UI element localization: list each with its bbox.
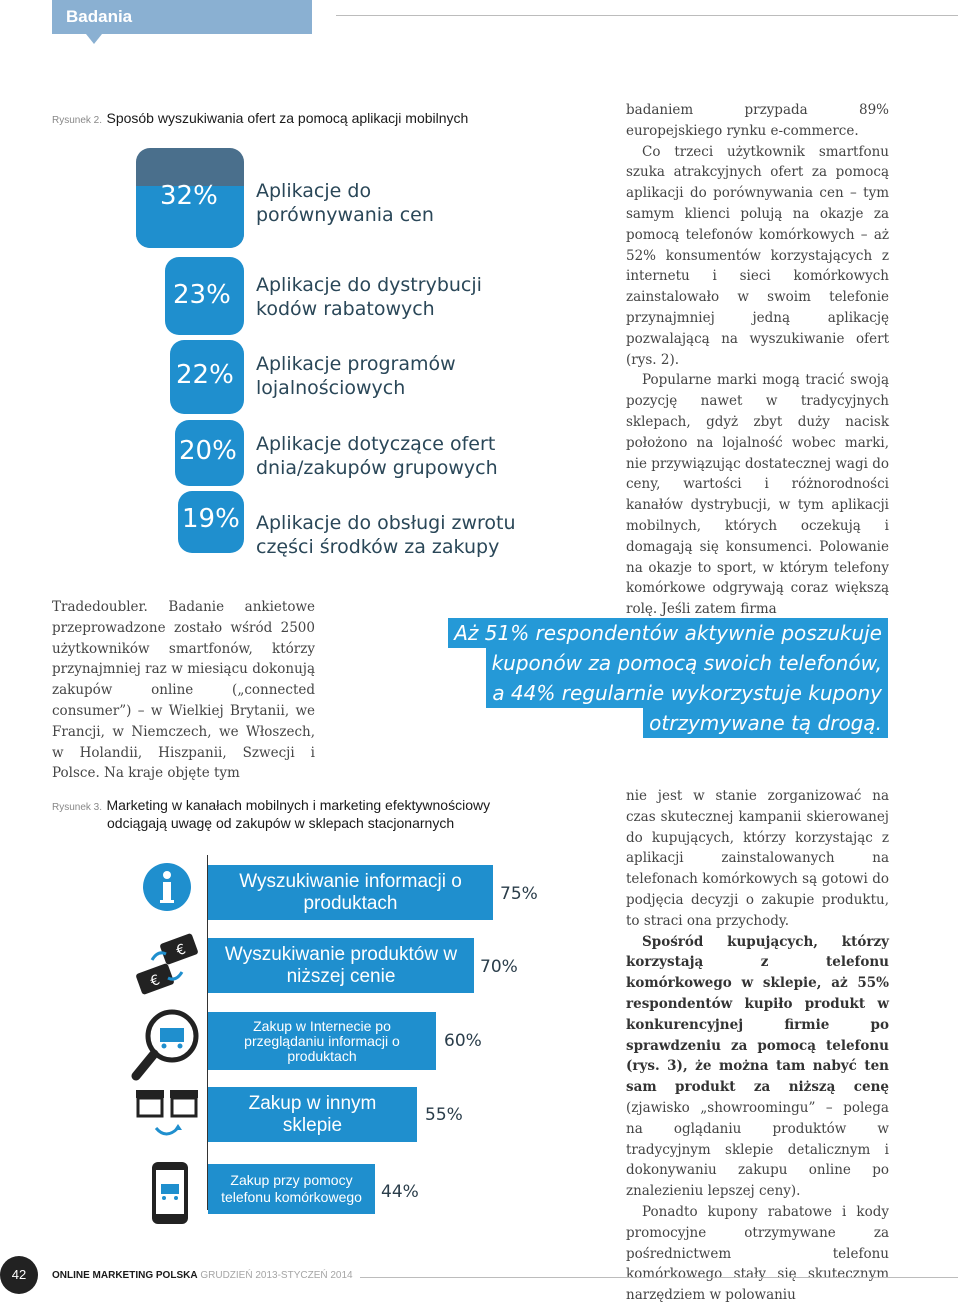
paragraph: nie jest w stanie zorganizować na czas skutecznej kampanii skierowanej do kupujących, którzy korzystając z aplikacji zainstalowanych na telefonach komórkowych są gotowi do podjęcia decyzji o zakupie produktu, to straci ona przychody. <box>626 788 889 929</box>
figure2-caption <box>52 110 468 128</box>
fig3-pct-5: 44% <box>381 1182 419 1202</box>
paragraph: badaniem przypada 89% europejskiego rynku e-commerce. <box>626 102 889 139</box>
figure2-label: Rysunek 2. <box>52 115 103 126</box>
right-column-top <box>626 100 889 620</box>
issue-date: GRUDZIEŃ 2013-STYCZEŃ 2014 <box>200 1270 353 1281</box>
fig2-label-3: Aplikacje programów lojalnościowych <box>256 353 456 399</box>
fig2-label-2: Aplikacje do dystrybucji kodów rabatowych <box>256 274 482 320</box>
paragraph: Tradedoubler. Badanie ankietowe przeprowadzone zostało wśród 2500 użytkowników smartfonów, którzy przynajmniej raz w miesiącu dokonują zakupów online („connected consumer”) – w Wielkiej Brytanii, we Francji, w Niemczech, we Włoszech, w Holandii, Hiszpanii, Szwecji i Polsce. Na kraje objęte tym <box>52 599 315 782</box>
figure3-label: Rysunek 3. <box>52 802 103 813</box>
pull-quote-line: a 44% regularnie wykorzystuje kupony <box>486 678 888 708</box>
fig3-bar-1: Wyszukiwanie informacji o produktach <box>208 865 493 920</box>
fig2-label-1: Aplikacje do porównywania cen <box>256 180 434 226</box>
pull-quote-line: kuponów za pomocą swoich telefonów, <box>486 648 888 678</box>
phone-cart-icon <box>150 1160 190 1226</box>
bold-text: Spośród kupujących, którzy korzystają z telefonu komórkowego w sklepie, aż 55% respondentów kupiło produkt w konkurencyjnej firmie po sprawdzeniu za pomocą telefonu (rys. 3), że można tam nabyć ten sam produkt za niższą cenę <box>626 933 889 1096</box>
footer-rule <box>360 1277 958 1278</box>
figure3-title-line1: Marketing w kanałach mobilnych i marketing efektywnościowy <box>106 797 491 813</box>
section-tab: Badania <box>52 0 312 34</box>
pull-quote <box>370 618 888 738</box>
fig2-pct-2: 23% <box>173 280 231 310</box>
paragraph-rest: (zjawisko „showroomingu” – polega na oglądaniu produktów w tradycyjnym sklepie detalicznym i dokonywaniu zakupu online po znalezieniu lepszej ceny). <box>626 1099 889 1200</box>
pull-quote-line: otrzymywane tą drogą. <box>643 708 888 738</box>
fig2-pct-1: 32% <box>160 181 218 211</box>
fig3-pct-1: 75% <box>500 884 538 904</box>
fig2-pct-5: 19% <box>182 504 240 534</box>
figure3-title-line2: odciągają uwagę od zakupów w sklepach stacjonarnych <box>107 815 455 831</box>
fig2-pct-4: 20% <box>179 436 237 466</box>
pull-quote-line: Aż 51% respondentów aktywnie poszukuje <box>448 618 888 648</box>
fig3-bar-5: Zakup przy pomocy telefonu komórkowego <box>208 1164 375 1214</box>
shops-icon <box>134 1084 200 1144</box>
figure2-title: Sposób wyszukiwania ofert za pomocą aplikacji mobilnych <box>106 110 469 126</box>
footer-publication <box>52 1270 353 1281</box>
left-column-middle <box>52 597 315 784</box>
fig3-pct-4: 55% <box>425 1105 463 1125</box>
svg-text:€: € <box>174 941 188 960</box>
paragraph: Ponadto kupony rabatowe i kody promocyjne otrzymywane za pośrednictwem telefonu komórkowego stały się skutecznym narzędziem w polowaniu <box>626 1203 889 1304</box>
publication-name: ONLINE MARKETING POLSKA <box>52 1270 198 1281</box>
svg-text:€: € <box>148 972 163 991</box>
fig3-pct-3: 60% <box>444 1031 482 1051</box>
paragraph: Co trzeci użytkownik smartfonu szuka atrakcyjnych ofert za pomocą aplikacji do porównywania cen – tym samym klienci polują na okazje za pomocą telefonów komórkowych – aż 52% konsumentów korzystających z internetu i sieci komórkowych zainstalowało w swoim telefonie przynajmniej jedną aplikację pozwalającą na wyszukiwanie ofert (rys. 2). <box>626 143 889 368</box>
section-tab-pointer <box>86 34 102 44</box>
paragraph: Popularne marki mogą tracić swoją pozycję nawet w tradycyjnych sklepach, gdyż zbyt duży nacisk położono na lojalność wobec marki, nie przywiązując dostatecznej wagi do ceny, wartości i różnorodności kanałów dystrybucji, w tym aplikacji mobilnych, których oczekują i domagają się konsumenci. Polowanie na okazje to sport, w którym telefony komórkowe odgrywają coraz większą rolę. Jeśli zatem firma <box>626 372 889 618</box>
money-exchange-icon <box>132 932 202 998</box>
paragraph <box>626 932 889 1202</box>
fig3-bar-3: Zakup w Internecie po przeglądaniu informacji o produktach <box>208 1012 436 1070</box>
fig2-pct-3: 22% <box>176 360 234 390</box>
fig2-label-4: Aplikacje dotyczące ofert dnia/zakupów grupowych <box>256 433 498 479</box>
fig3-bar-4: Zakup w innym sklepie <box>208 1087 417 1142</box>
magnifier-cart-icon <box>130 1008 200 1082</box>
right-column-bottom <box>626 786 889 1306</box>
fig3-bar-2: Wyszukiwanie produktów w niższej cenie <box>208 938 474 993</box>
page-number: 42 <box>0 1256 38 1294</box>
figure3-caption <box>52 797 592 833</box>
header-rule <box>336 15 958 16</box>
info-icon <box>142 862 192 912</box>
fig2-label-5: Aplikacje do obsługi zwrotu części środków za zakupy <box>256 512 516 558</box>
fig3-pct-2: 70% <box>480 957 518 977</box>
